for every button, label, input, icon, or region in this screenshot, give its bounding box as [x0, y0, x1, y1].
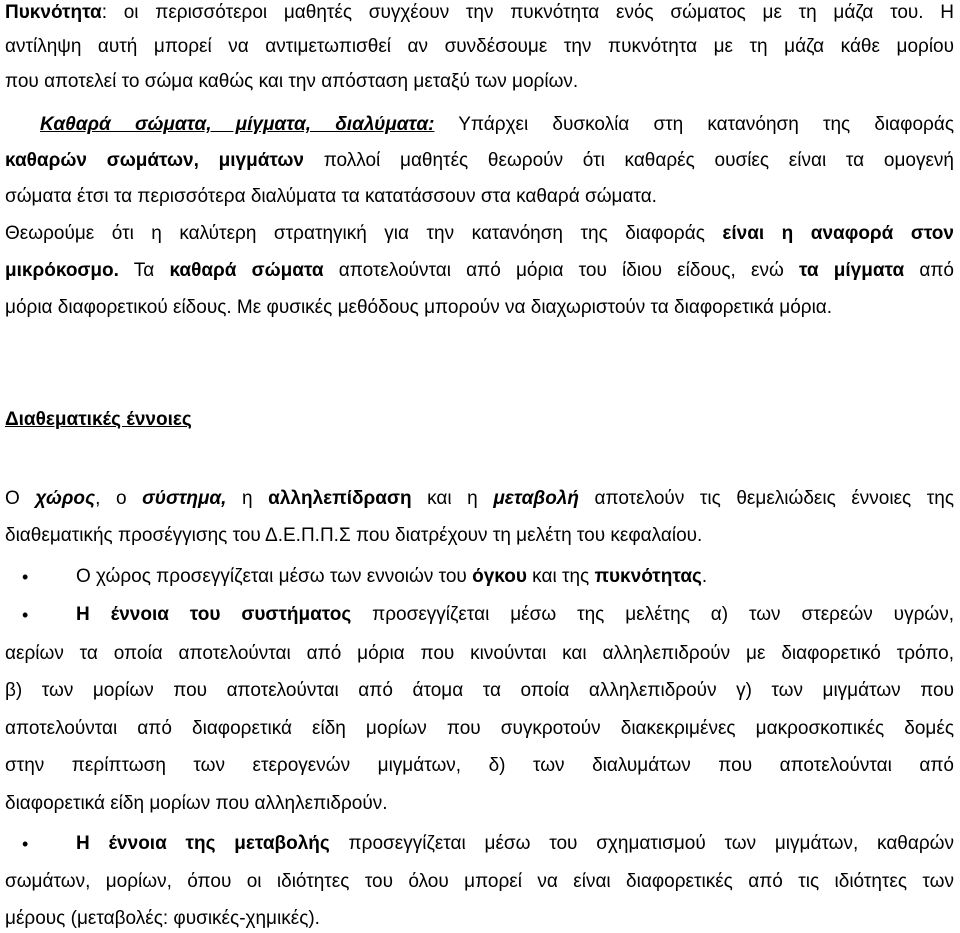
bullet-space-line: [76, 566, 954, 588]
cross-text-4: αποτελούν τις θεμελιώδεις έννοιες της: [578, 488, 955, 509]
volume-term: όγκου: [472, 566, 527, 587]
bullet-icon: •: [22, 605, 29, 625]
strategy-text: Θεωρούμε ότι η καλύτερη στρατηγική για την κατανόηση της διαφοράς: [5, 223, 723, 244]
bullet-change-line-2: σωμάτων, μορίων, όπου οι ιδιότητες του όλου μπορεί να είναι διαφορετικές από τις ιδιότητες των: [5, 871, 954, 892]
bullet1-text-2: .: [701, 566, 708, 587]
strategy-bold: είναι η αναφορά στον: [722, 223, 954, 244]
pure-mixtures-text: πολλοί μαθητές θεωρούν ότι καθαρές ουσίες είναι τα ομογενή: [303, 150, 954, 171]
density-bold-term: πυκνότητας: [594, 566, 702, 587]
mixtures-bold: τα μίγματα: [798, 260, 905, 281]
density-text: : οι περισσότεροι μαθητές συγχέουν την πυκνότητα ενός σώματος με τη μάζα του. Η: [101, 2, 954, 23]
cross-text-2: η: [226, 488, 269, 509]
change-concept-text: προσεγγίζεται μέσω του σχηματισμού των μιγμάτων, καθαρών: [329, 833, 954, 854]
pure-substances-paragraph-line-1: [40, 114, 954, 136]
system-concept-bold: Η έννοια του συστήματος: [76, 604, 352, 625]
section-heading: [5, 409, 954, 431]
change-concept-bold: Η έννοια της μεταβολής: [76, 833, 330, 854]
cross-thematic-line-1: [5, 488, 954, 510]
cross-text-0: Ο: [5, 488, 36, 509]
cross-text-3: και η: [411, 488, 494, 509]
strategy-connector-3: από: [904, 260, 954, 281]
bullet-system-line-2: αερίων τα οποία αποτελούνται από μόρια που κινούνται και αλληλεπιδρούν με διαφορετικό τρόπο,: [5, 643, 954, 664]
microcosm-bold: μικρόκοσμο.: [5, 260, 119, 281]
strategy-line-3: μόρια διαφορετικού είδους. Με φυσικές μεθόδους μπορούν να διαχωριστούν τα διαφορετικά μόρια.: [5, 297, 833, 318]
bullet-system-line-5: στην περίπτωση των ετερογενών μιγμάτων, δ) των διαλυμάτων που αποτελούνται από: [5, 755, 954, 776]
change-term: μεταβολή: [493, 488, 579, 509]
bullet1-text-1: και της: [526, 566, 595, 587]
pure-substances-paragraph-line-3: σώματα έτσι τα περισσότερα διαλύματα τα κατατάσσουν στα καθαρά σώματα.: [5, 186, 657, 207]
cross-thematic-line-2: διαθεματικής προσέγγισης του Δ.Ε.Π.Π.Σ που διατρέχουν τη μελέτη του κεφαλαίου.: [5, 525, 703, 546]
bullet-system-line-4: αποτελούνται από διαφορετικά είδη μορίων που συγκροτούν διακεκριμένες μακροσκοπικές δομές: [5, 718, 954, 739]
bullet1-text-0: Ο χώρος προσεγγίζεται μέσω των εννοιών του: [76, 566, 473, 587]
strategy-connector-2: αποτελούνται από μόρια του ίδιου είδους, ενώ: [323, 260, 799, 281]
pure-substances-paragraph-line-2: [5, 150, 954, 172]
bullet-change-line-3: μέρους (μεταβολές: φυσικές-χημικές).: [5, 908, 320, 929]
strategy-connector-1: Τα: [118, 260, 170, 281]
pure-substances-text: Υπάρχει δυσκολία στη κατανόηση της διαφοράς: [434, 114, 954, 135]
pure-mixtures-bold: καθαρών σωμάτων, μιγμάτων: [5, 150, 304, 171]
bullet-system-line-3: β) των μορίων που αποτελούνται από άτομα τα οποία αλληλεπιδρούν γ) των μιγμάτων που: [5, 680, 954, 701]
density-term: Πυκνότητα: [5, 2, 102, 23]
bullet-change-line-1: [76, 833, 954, 855]
bullet-icon: •: [22, 834, 29, 854]
density-paragraph-line-3: που αποτελεί το σώμα καθώς και την απόσταση μεταξύ των μορίων.: [5, 71, 579, 92]
interaction-term: αλληλεπίδραση: [268, 488, 412, 509]
density-paragraph-line-2: αντίληψη αυτή μπορεί να αντιμετωπισθεί αν συνδέσουμε την πυκνότητα με τη μάζα κάθε μορίου: [5, 36, 954, 57]
density-paragraph-line-1: [5, 2, 954, 24]
section-title: Διαθεματικές έννοιες: [5, 409, 192, 430]
system-concept-text: προσεγγίζεται μέσω της μελέτης α) των στερεών υγρών,: [351, 604, 954, 625]
cross-text-1: , ο: [95, 488, 143, 509]
pure-bodies-bold: καθαρά σώματα: [169, 260, 324, 281]
space-term: χώρος: [35, 488, 96, 509]
strategy-line-1: [5, 223, 954, 245]
pure-substances-heading: Καθαρά σώματα, μίγματα, διαλύματα:: [40, 114, 435, 135]
bullet-system-line-6: διαφορετικά είδη μορίων που αλληλεπιδρούν.: [5, 793, 388, 814]
bullet-icon: •: [22, 567, 29, 587]
strategy-line-2: [5, 260, 954, 282]
system-term: σύστημα,: [142, 488, 227, 509]
bullet-system-line-1: [76, 604, 954, 626]
